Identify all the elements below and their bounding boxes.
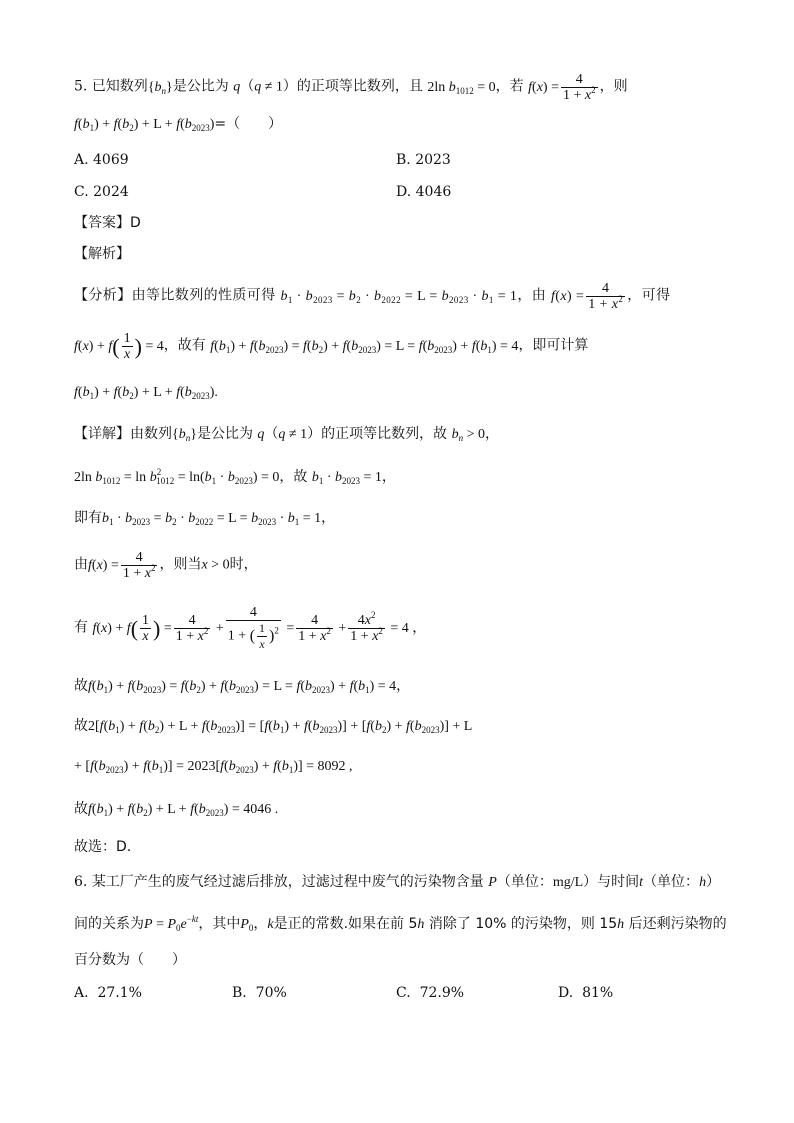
q5-option-a: A. 4069 bbox=[74, 152, 129, 168]
q5-choose: 故选：D. bbox=[74, 839, 132, 855]
q5-detail-line1: 【详解】由数列$\{b_n\}$是公比为 q（q ≠ 1）的正项等比数列，故 $b_n > 0$， bbox=[74, 426, 499, 443]
q5-stem-line2: $f(b_1) + f(b_2) + L + f(b_{2023})=$（ ） bbox=[74, 116, 283, 133]
answer-label: 【答案】 bbox=[74, 215, 130, 231]
q6-stem-line2: 间的关系为$P = P_0e^{-kt}$，其中$P_0$，k是正的常数.如果在前 5h 消除了 10% 的污染物，则 15h 后还剩污染物的 bbox=[74, 914, 727, 933]
q5-detail-line5: 有 f(x) + f( $\frac{1}{x}$ ) = $\frac{4}{1 + x^2}$ + 4 1 + ( $\frac{1}{x}$ )$^2$ = $\frac{4}{1 + x^2}$ + $\frac{4x^2}{1 + x^2}$ = 4 ， bbox=[74, 605, 427, 651]
q5-stem-text: ，若 bbox=[495, 78, 524, 95]
q5-stem-text: 的正项等比数列，且 bbox=[296, 78, 423, 95]
q6-option-c: C. 72.9% bbox=[396, 985, 465, 1001]
math-fx-def: f(x) = $\frac{4}{1 + x^2}$ bbox=[528, 72, 596, 103]
q5-analysis-label: 【解析】 bbox=[74, 246, 130, 262]
math-q: q bbox=[233, 79, 241, 95]
q6-option-b: B. 70% bbox=[232, 985, 287, 1001]
math-q-cond: （q ≠ 1） bbox=[240, 79, 297, 95]
q5-fenxi-line3: $f(b_1) + f(b_2) + L + f(b_{2023})$. bbox=[74, 385, 218, 401]
q6-stem-line1: 6. 某工厂产生的废气经过滤后排放，过滤过程中废气的污染物含量 P（单位：mg/L）与时间t（单位：h） bbox=[74, 874, 721, 890]
q5-detail-line4: 由f(x) = $\frac{4}{1 + x^2}$ ，则当x > 0时， bbox=[74, 550, 258, 581]
q5-option-d: D. 4046 bbox=[396, 184, 452, 200]
q5-stem-text: 已知数列 bbox=[91, 78, 148, 95]
q5-detail-line9: 故$f(b_1) + f(b_2) + L + f(b_{2023}) = 4046$ . bbox=[74, 801, 279, 818]
q5-stem-text: 是公比为 bbox=[172, 78, 229, 95]
q5-detail-line3: 即有$b_1 \cdot b_{2023} = b_2 \cdot b_{2022} = L = b_{2023} \cdot b_1 = 1$， bbox=[74, 510, 336, 527]
q6-option-a: A. 27.1% bbox=[74, 985, 142, 1001]
q5-stem-text: ，则 bbox=[599, 78, 628, 95]
q5-stem-line1 bbox=[74, 72, 628, 103]
q5-fenxi-line1: 【分析】由等比数列的性质可得 $b_1 \cdot b_{2023} = b_2 \cdot b_{2022} = L = b_{2023} \cdot b_1 = 1$，由 f(x) = $\frac{4}{1 + x^2}$ ，可得 bbox=[74, 281, 671, 312]
q5-answer bbox=[74, 213, 141, 233]
q5-detail-line8: + $[f(b_{2023}) + f(b_1)] = 2023[f(b_{2023}) + f(b_1)] = 8092$ , bbox=[74, 759, 353, 775]
q5-fenxi-line2: f(x) + f( $\frac{1}{x}$ ) = 4，故有 $f(b_1) + f(b_{2023}) = f(b_2) + f(b_{2023}) = L = f(b_{2023}) + f(b_1) = 4$，即可计算 bbox=[74, 331, 589, 362]
q5-option-c: C. 2024 bbox=[74, 184, 129, 200]
math-2lnb: 2ln $b_{1012} = 0$ bbox=[427, 79, 496, 96]
q5-detail-line7: 故$2[f(b_1) + f(b_2) + L + f(b_{2023})] = [f(b_1) + f(b_{2023})] + [f(b_2) + f(b_{2023})] + L$ bbox=[74, 718, 473, 735]
q5-detail-line2: 2ln $b_{1012} = \ln b^2_{1012} = \ln(b_1 \cdot b_{2023}) = 0$，故 $b_1 \cdot b_{2023} = 1$， bbox=[74, 467, 396, 486]
q6-number: 6. bbox=[74, 874, 88, 890]
q6-stem-line3: 百分数为（ ） bbox=[74, 952, 186, 968]
q6-option-d: D. 81% bbox=[558, 985, 614, 1001]
math-seq: $\{b_n\}$ bbox=[147, 79, 173, 96]
answer-value: D bbox=[130, 215, 141, 231]
q5-number: 5. bbox=[74, 78, 88, 95]
q5-paren: =（ ） bbox=[214, 116, 283, 132]
q5-option-b: B. 2023 bbox=[396, 152, 451, 168]
q5-detail-line6: 故$f(b_1) + f(b_{2023}) = f(b_2) + f(b_{2023}) = L = f(b_{2023}) + f(b_1) = 4$， bbox=[74, 678, 411, 695]
